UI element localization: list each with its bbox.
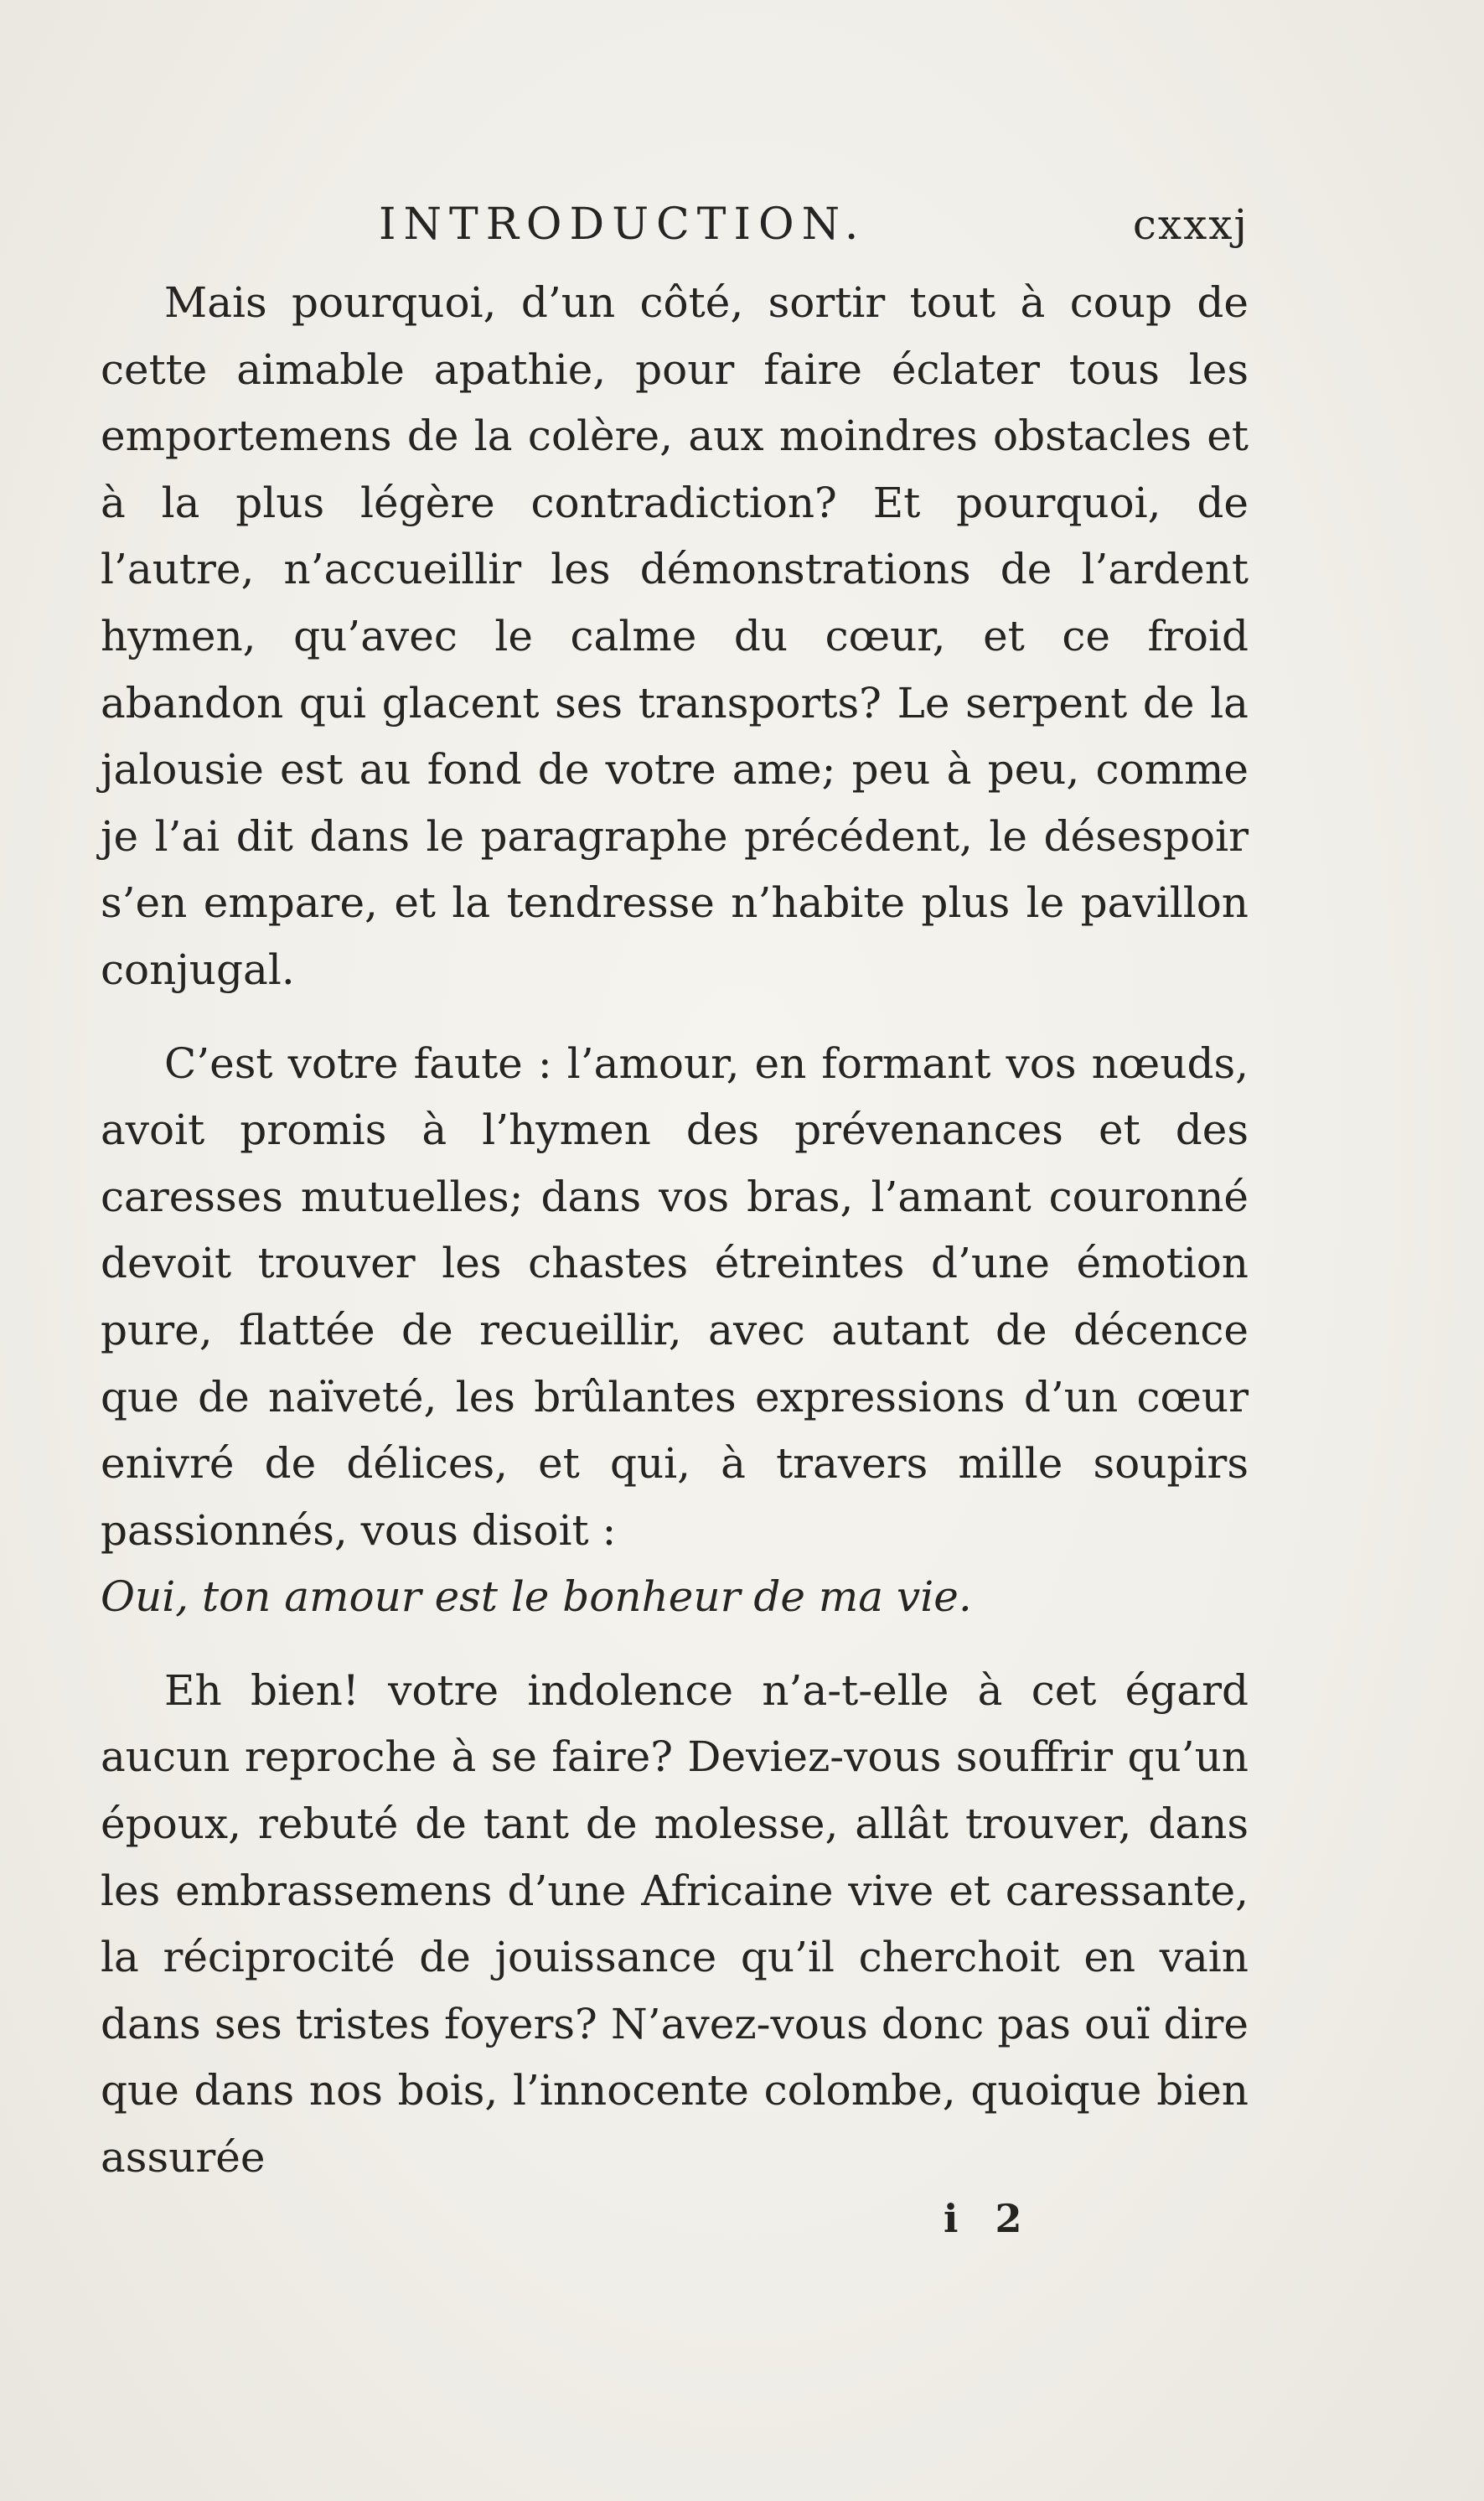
body-text — [101, 270, 1249, 2192]
paragraph-2 — [101, 1031, 1249, 1631]
page-header — [101, 191, 1249, 258]
running-head: INTRODUCTION. — [379, 199, 866, 250]
paragraph-2-text: C’est votre faute : l’amour, en formant vos nœuds, avoit promis à l’hymen des prévenances et des caresses mutuelles; dans vos bras, l’amant couronné devoit trouver les chastes étreintes d’une émotion pure, flattée de recueillir, avec autant de décence que de naïveté, les brûlantes expressions d’un cœur enivré de délices, et qui, à travers mille soupirs passionnés, vous disoit : — [101, 1038, 1249, 1555]
page-number: cxxxj — [1132, 200, 1249, 249]
italic-quote: Oui, ton amour est le bonheur de ma vie. — [101, 1572, 972, 1622]
paragraph-1: Mais pourquoi, d’un côté, sortir tout à coup de cette aimable apathie, pour faire éclater tous les emportemens de la colère, aux moindres obstacles et à la plus légère contradiction? Et pourquoi, de l’autre, n’accueillir les démonstrations de l’ardent hymen, qu’avec le calme du cœur, et ce froid abandon qui glacent ses transports? Le serpent de la jalousie est au fond de votre ame; peu à peu, comme je l’ai dit dans le paragraphe précédent, le désespoir s’en empare, et la tendresse n’habite plus le pavillon conjugal. — [101, 278, 1249, 994]
signature-mark: i 2 — [944, 2196, 1034, 2241]
paragraph-3: Eh bien! votre indolence n’a-t-elle à cet égard aucun reproche à se faire? Deviez-vous souffrir qu’un époux, rebuté de tant de molesse, allât trouver, dans les embrassemens d’une Africaine vive et caressante, la réciprocité de jouissance qu’il cherchoit en vain dans ses tristes foyers? N’avez-vous donc pas ouï dire que dans nos bois, l’innocente colombe, quoique bien assurée — [101, 1665, 1249, 2183]
